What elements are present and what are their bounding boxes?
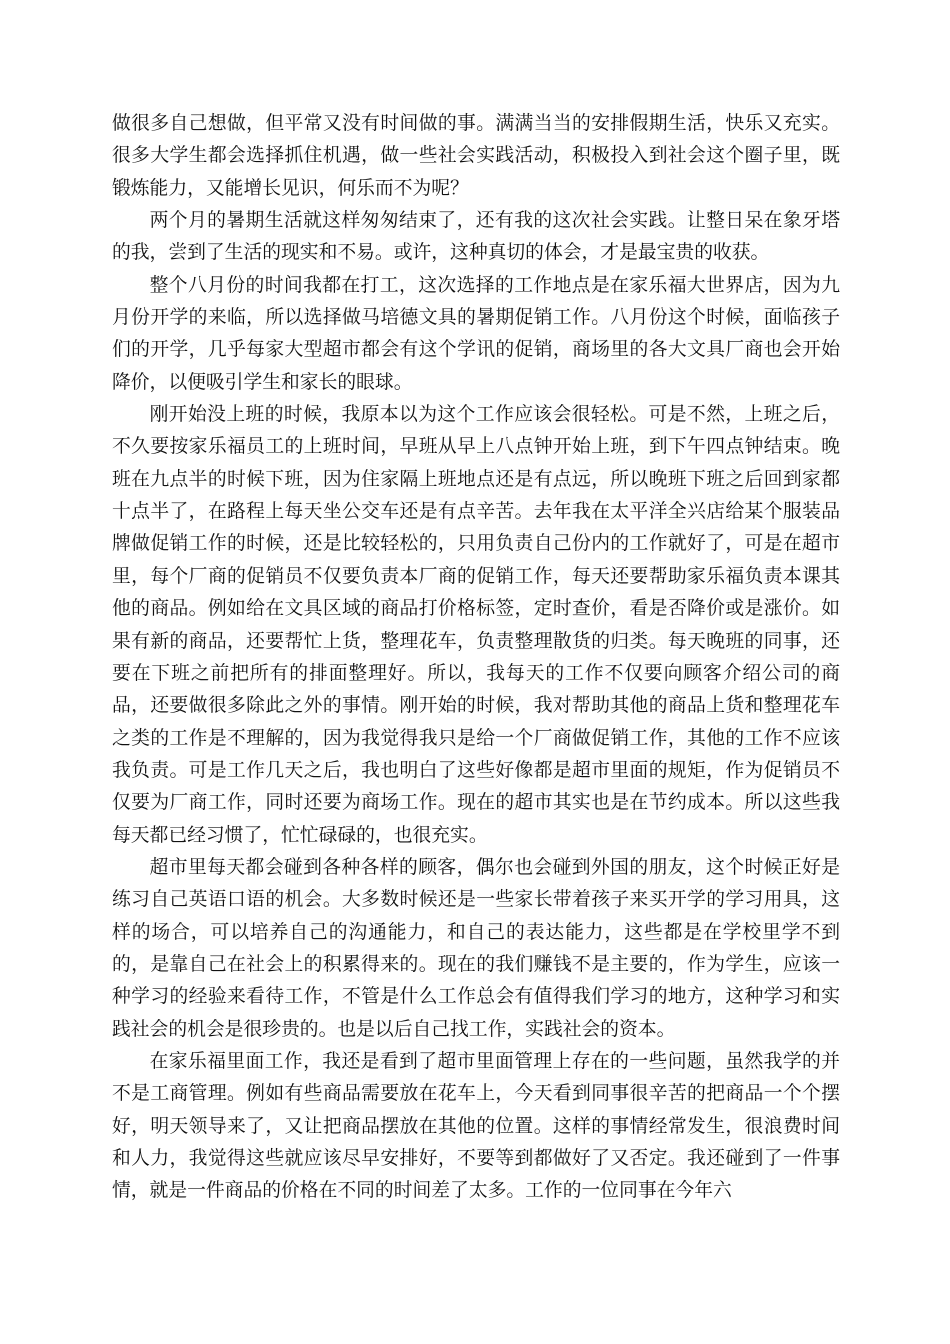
paragraph-4: 刚开始没上班的时候，我原本以为这个工作应该会很轻松。可是不然，上班之后，不久要按家乐福员工的上班时间，早班从早上八点钟开始上班，到下午四点钟结束。晚班在九点半的时候下班，因为住家隔上班地点还是有点远，所以晚班下班之后回到家都十点半了，在路程上每天坐公交车还是有点辛苦。去年我在太平洋全兴店给某个服装品牌做促销工作的时候，还是比较轻松的，只用负责自己份内的工作就好了，可是在超市里，每个厂商的促销员不仅要负责本厂商的促销工作，每天还要帮助家乐福负责本课其他的商品。例如给在文具区域的商品打价格标签，定时查价，看是否降价或是涨价。如果有新的商品，还要帮忙上货，整理花车，负责整理散货的归类。每天晚班的同事，还要在下班之前把所有的排面整理好。所以，我每天的工作不仅要向顾客介绍公司的商品，还要做很多除此之外的事情。刚开始的时候，我对帮助其他的商品上货和整理花车之类的工作是不理解的，因为我觉得我只是给一个厂商做促销工作，其他的工作不应该我负责。可是工作几天之后，我也明白了这些好像都是超市里面的规矩，作为促销员不仅要为厂商工作，同时还要为商场工作。现在的超市其实也是在节约成本。所以这些我每天都已经习惯了，忙忙碌碌的，也很充实。 [112,404,840,846]
paragraph-1: 做很多自己想做，但平常又没有时间做的事。满满当当的安排假期生活，快乐又充实。很多大学生都会选择抓住机遇，做一些社会实践活动，积极投入到社会这个圈子里，既锻炼能力，又能增长见识，何乐而不为呢？ [112,113,840,199]
paragraph-6: 在家乐福里面工作，我还是看到了超市里面管理上存在的一些问题，虽然我学的并不是工商管理。例如有些商品需要放在花车上，今天看到同事很辛苦的把商品一个个摆好，明天领导来了，又让把商品摆放在其他的位置。这样的事情经常发生，很浪费时间和人力，我觉得这些就应该尽早安排好，不要等到都做好了又否定。我还碰到了一件事情，就是一件商品的价格在不同的时间差了太多。工作的一位同事在今年六 [112,1050,840,1202]
paragraph-3: 整个八月份的时间我都在打工，这次选择的工作地点是在家乐福大世界店，因为九月份开学的来临，所以选择做马培德文具的暑期促销工作。八月份这个时候，面临孩子们的开学，几乎每家大型超市都会有这个学讯的促销，商场里的各大文具厂商也会开始降价，以便吸引学生和家长的眼球。 [112,274,840,393]
paragraph-5: 超市里每天都会碰到各种各样的顾客，偶尔也会碰到外国的朋友，这个时候正好是练习自己英语口语的机会。大多数时候还是一些家长带着孩子来买开学的学习用具，这样的场合，可以培养自己的沟通能力，和自己的表达能力，这些都是在学校里学不到的，是靠自己在社会上的积累得来的。现在的我们赚钱不是主要的，作为学生，应该一种学习的经验来看待工作，不管是什么工作总会有值得我们学习的地方，这种学习和实践社会的机会是很珍贵的。也是以后自己找工作，实践社会的资本。 [112,856,840,1040]
paragraph-2: 两个月的暑期生活就这样匆匆结束了，还有我的这次社会实践。让整日呆在象牙塔的我，尝到了生活的现实和不易。或许，这种真切的体会，才是最宝贵的收获。 [112,210,840,264]
document-page [112,108,840,1208]
